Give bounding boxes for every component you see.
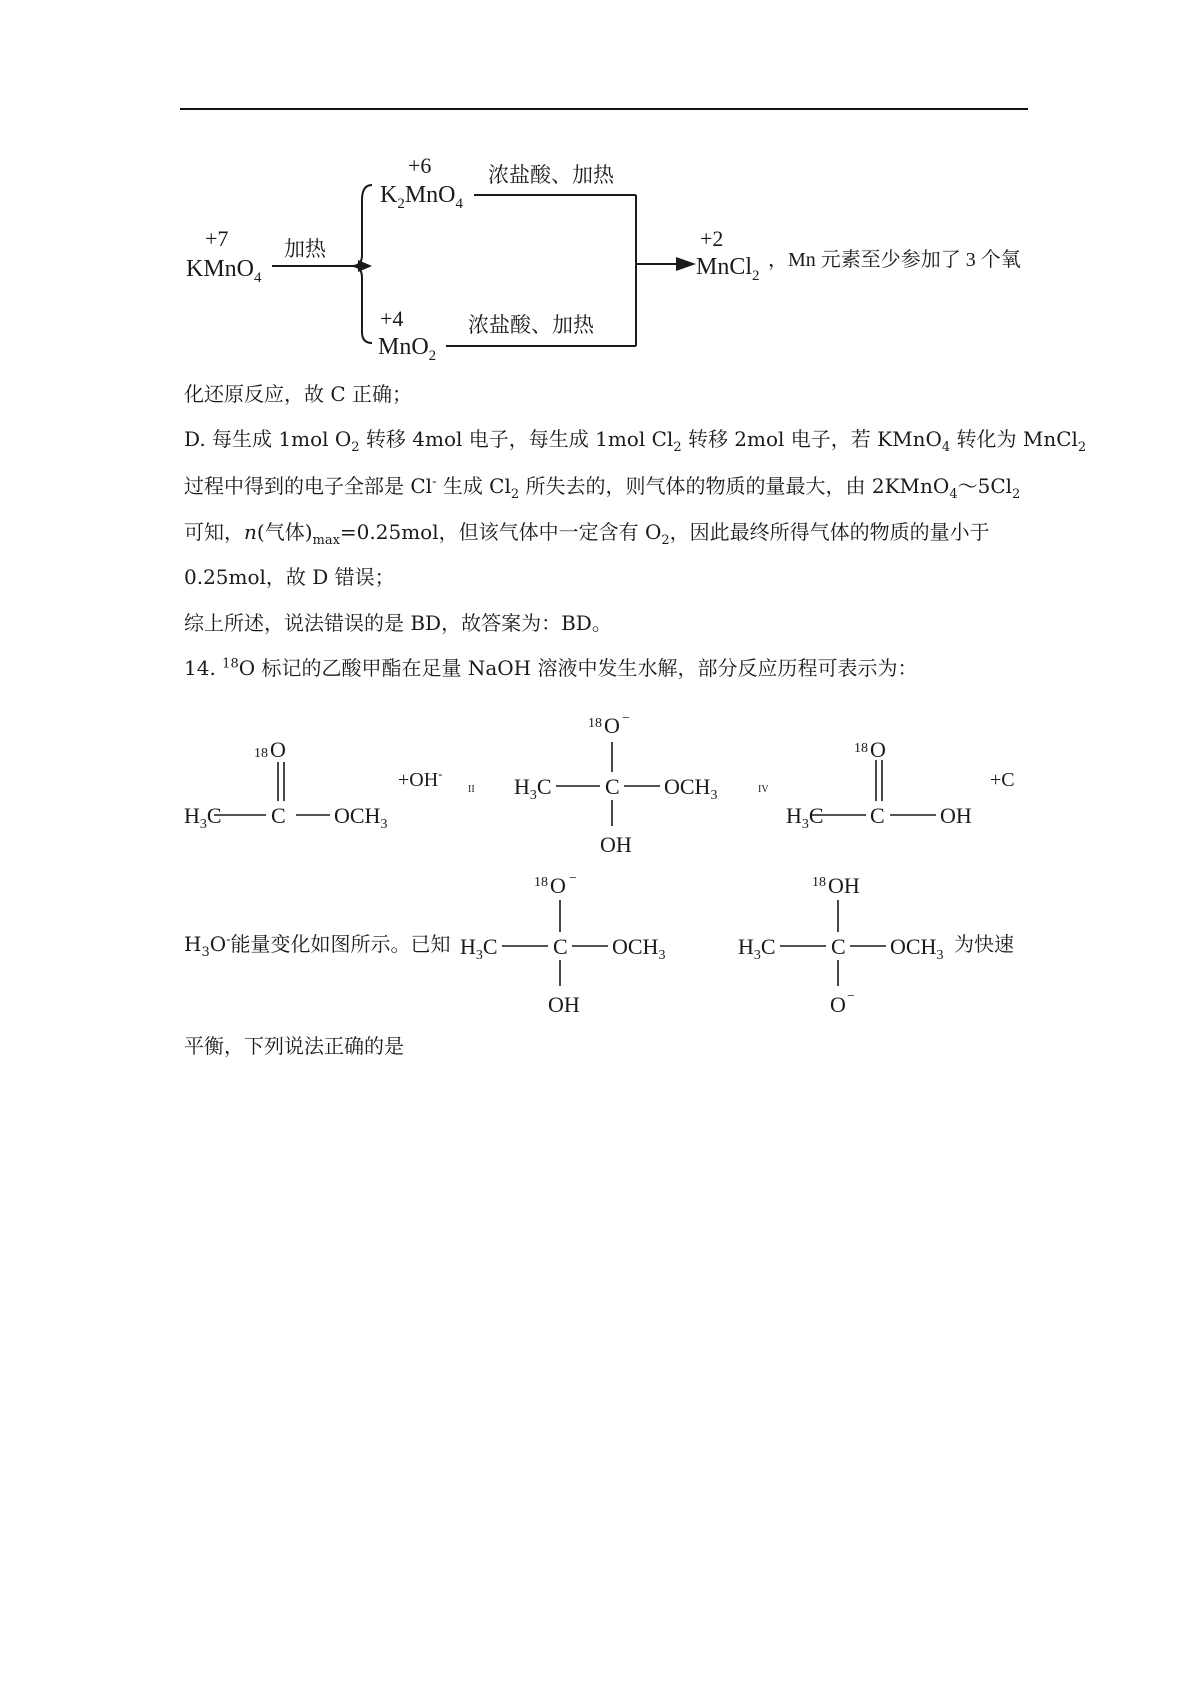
mncl2-formula: MnCl$_2$ [696,254,760,284]
svg-text:18: 18 [812,875,826,890]
svg-text:OH: OH [600,832,632,857]
plus-c: +C [990,769,1015,791]
svg-text:C: C [870,803,885,828]
text-line-6: 综上所述，说法错误的是 BD，故答案为：BD。 [184,611,612,635]
svg-text:H3C: $H_3C$ [184,803,222,832]
svg-text:H3C: $H_3C$ [460,934,498,963]
svg-text:O: O [604,713,620,738]
fast-equilibrium-text: 为快速 [954,932,1014,956]
text-line-3: 过程中得到的电子全部是 Cl- 生成 $Cl_2$ 所失去的，则气体的物质的量最大，由 $2KMnO_4\sim 5Cl_2$ [184,474,1021,502]
plus-oh: +OH- [398,766,443,791]
svg-text:C: C [271,803,286,828]
svg-text:OCH3: $OCH_3$ [612,934,666,963]
k2mno4-ox-state: +6 [408,153,432,178]
h3o-energy-text: $H_3O^-$能量变化如图所示。已知 [184,932,451,960]
acetic-acid-structure [786,737,972,832]
step-iv-label: IV [758,784,769,795]
tetrahedral-intermediate-3 [738,873,943,1017]
svg-text:OH: OH [828,873,860,898]
svg-text:OCH3: $OCH_3$ [334,803,388,832]
svg-text:−: − [847,989,855,1004]
svg-text:−: − [622,711,630,726]
final-line: 平衡，下列说法正确的是 [184,1034,404,1058]
svg-text:H3C: $H_3C$ [786,803,824,832]
kmno4-formula: KMnO$_4$ [186,256,262,286]
text-line-2: D. 每生成 1mol $O_2$ 转移 4mol 电子，每生成 1mol $Cl_2$ 转移 2mol 电子，若 KMnO$_4$ 转化为 MnCl$_2$ [184,427,1087,455]
svg-text:18: 18 [254,746,268,761]
svg-text:18: 18 [534,875,548,890]
text-line-5: 0.25mol，故 D 错误； [184,565,395,589]
svg-text:18: 18 [588,716,602,731]
text-line-4: 可知，n(气体)$_{max}=0.25mol$，但该气体中一定含有 $O_2$，因此最终所得气体的物质的量小于 [184,520,990,548]
lower-condition: 浓盐酸、加热 [468,313,594,337]
svg-text:−: − [569,871,577,886]
svg-text:O: O [830,992,846,1017]
svg-text:C: C [831,934,846,959]
svg-text:O: O [870,737,886,762]
text-line-1: 化还原反应，故 C 正确； [184,382,413,406]
tetrahedral-intermediate-2 [460,871,665,1017]
svg-text:O: O [550,873,566,898]
methyl-acetate-structure [184,737,387,832]
mno2-ox-state: +4 [380,306,404,331]
svg-text:OCH3: $OCH_3$ [890,934,944,963]
svg-text:H3C: $H_3C$ [738,934,776,963]
tetrahedral-intermediate-1 [514,711,717,857]
svg-text:C: C [605,774,620,799]
svg-text:H3C: $H_3C$ [514,774,552,803]
heat-label: 加热 [284,237,326,261]
mno2-formula: MnO$_2$ [378,334,437,364]
svg-text:O: O [270,737,286,762]
upper-condition: 浓盐酸、加热 [488,163,614,187]
svg-text:OCH3: $OCH_3$ [664,774,718,803]
mncl2-ox-state: +2 [700,226,724,251]
k2mno4-formula: $K_2MnO_4$ [380,182,464,212]
svg-text:C: C [553,934,568,959]
svg-text:OH: OH [548,992,580,1017]
question-14: 14. $^{18}$O 标记的乙酸甲酯在足量 NaOH 溶液中发生水解，部分反应历程可表示为： [184,656,918,680]
step-ii-label: II [468,784,475,795]
svg-text:18: 18 [854,741,868,756]
kmno4-ox-state: +7 [205,226,229,251]
svg-text:OH: OH [940,803,972,828]
mn-tail-text: ，Mn 元素至少参加了 3 个氧 [768,249,1021,271]
